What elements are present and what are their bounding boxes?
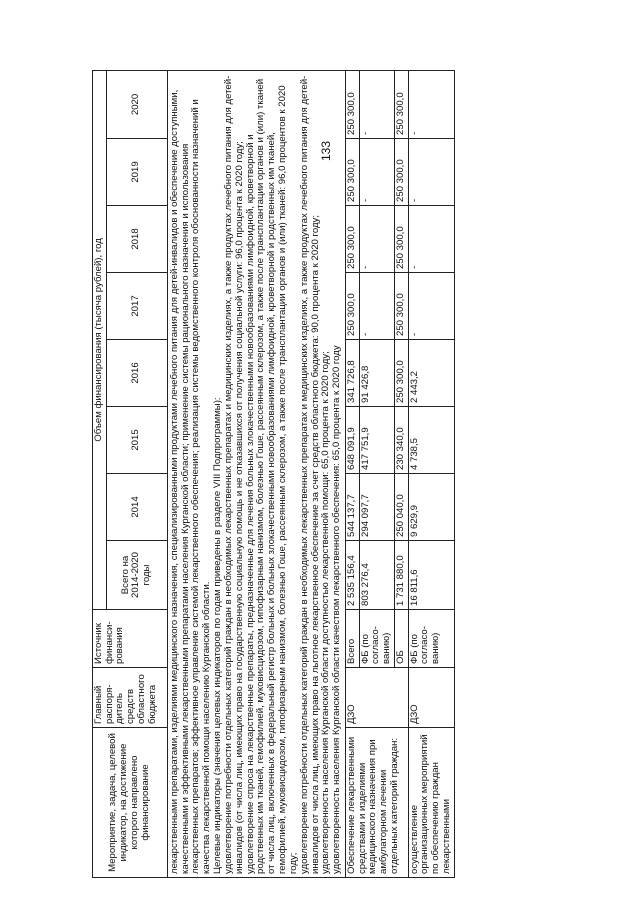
admin-cell: ДЗО xyxy=(408,668,454,728)
header-source: Источник финанси-рования xyxy=(93,610,168,668)
measure-cell: Обеспечение лекарственными средствами и изделиями медицинского назначения при амбулаторном лечении отдельных категорий граждан: xyxy=(345,728,408,878)
measure-cell: осуществление организационных мероприятий по обеспечению граждан лекарственными xyxy=(408,728,454,878)
value-cell: 250 300,0 xyxy=(394,340,408,407)
header-year-2015: 2015 xyxy=(106,407,167,474)
header-year-2017: 2017 xyxy=(106,273,167,340)
intro-text: удовлетворение спроса на лекарственные препараты, предназначенные для лечения больных злокачественными новообразованиями лимфоидной, кроветворной и родственных им тканей, гемофилией, муковисцидозом, гипофизарным нанизмом, болезнью Гоше, рассеянным склерозом, а также после трансплантации органов и (или) тканей от числа лиц, включенных в федеральный регистр больных и больных злокачественными новообразованиями лимфоидной, кроветворной и родственных им тканей, гемофилией, муковисцидозом, гипофизарным нанизмом, болезнью Гоше, рассеянным склерозом, а также после трансплантации органов и (или) тканей: 96,0 процентов к 2020 году; xyxy=(244,78,299,874)
value-cell: 250 300,0 xyxy=(394,273,408,340)
value-cell: 2 443,2 xyxy=(408,340,454,407)
source-cell: Всего xyxy=(345,610,359,668)
value-cell: 648 091,9 xyxy=(345,407,359,474)
intro-cell xyxy=(167,70,345,877)
value-cell: - xyxy=(408,273,454,340)
value-cell: 250 300,0 xyxy=(394,139,408,206)
header-total: Всего на 2014-2020 годы xyxy=(106,541,167,610)
total-cell: 1 731 880,0 xyxy=(394,541,408,610)
header-year-2019: 2019 xyxy=(106,139,167,206)
value-cell: 417 751,9 xyxy=(359,407,394,474)
rotated-sheet xyxy=(92,71,640,878)
value-cell: 91 426,8 xyxy=(359,340,394,407)
funding-table xyxy=(92,70,455,878)
value-cell: - xyxy=(359,206,394,273)
total-cell: 16 811,6 xyxy=(408,541,454,610)
admin-cell: ДЗО xyxy=(345,668,408,728)
value-cell: 250 300,0 xyxy=(345,273,359,340)
header-row-1 xyxy=(93,70,107,877)
table-row xyxy=(408,70,454,877)
table-row xyxy=(345,70,359,877)
header-measure: Мероприятие, задача, целевой индикатор, на достижение которого направлено финансирование xyxy=(93,728,168,878)
total-cell: 803 276,4 xyxy=(359,541,394,610)
value-cell: - xyxy=(359,139,394,206)
header-admin: Главный распоря-дитель средств областного бюджета xyxy=(93,668,168,728)
value-cell: 250 300,0 xyxy=(394,70,408,138)
value-cell: 9 629,9 xyxy=(408,474,454,541)
source-cell: ОБ xyxy=(394,610,408,668)
intro-text: удовлетворенность населения Курганской области качеством лекарственного обеспечения: 65,0 процента к 2020 году xyxy=(331,345,343,874)
header-year-2020: 2020 xyxy=(106,70,167,138)
intro-text: лекарственными препаратами, изделиями медицинского назначения, специализированными продуктами лечебного питания для детей-инвалидов и обеспечение доступными, качественными и эффективными лекарственными препаратами населения Курганской области; применение системы рационального назначения и использования лекарственных препаратов; эффективное управление системой лекарственного обеспечения; реализация системы ведомственного контроля обоснованности назначений и качества лекарственной помощи населению Курганской области. xyxy=(168,89,213,874)
header-year-2018: 2018 xyxy=(106,206,167,273)
value-cell: 250 040,0 xyxy=(394,474,408,541)
value-cell: - xyxy=(359,70,394,138)
value-cell: - xyxy=(359,273,394,340)
value-cell: - xyxy=(408,139,454,206)
intro-row xyxy=(167,70,345,877)
value-cell: 230 340,0 xyxy=(394,407,408,474)
value-cell: 250 300,0 xyxy=(345,206,359,273)
value-cell: 4 738,5 xyxy=(408,407,454,474)
intro-text: удовлетворенность населения Курганской области доступностью лекарственной помощи: 65,0 процента к 2020 году; xyxy=(320,351,332,874)
intro-text: Целевые индикаторы (значения целевых индикаторов по годам приведены в разделе VIII Подпрограммы): xyxy=(212,397,224,874)
header-year-2014: 2014 xyxy=(106,474,167,541)
value-cell: 341 726,8 xyxy=(345,340,359,407)
header-funding-group: Объем финансирования (тысяча рублей), год xyxy=(93,70,107,609)
source-cell: ФБ (по согласо-ванию) xyxy=(408,610,454,668)
intro-text: удовлетворение потребности отдельных категорий граждан в необходимых лекарственных препаратах и медицинских изделиях, а также продуктах лечебного питания для детей-инвалидов от числа лиц, имеющих право на льготное лекарственное обеспечение за счет средств областного бюджета: 90,0 процента к 2020 году; xyxy=(298,75,321,874)
value-cell: 250 300,0 xyxy=(394,206,408,273)
value-cell: 544 137,7 xyxy=(345,474,359,541)
value-cell: 294 097,7 xyxy=(359,474,394,541)
value-cell: - xyxy=(408,206,454,273)
value-cell: 250 300,0 xyxy=(345,70,359,138)
intro-text: удовлетворение потребности отдельных категорий граждан в необходимых лекарственных препаратах и медицинских изделиях, а также продуктах лечебного питания для детей-инвалидов (от числа лиц, имеющих право на государственную социальную помощь и не отказавшихся от получения социальной услуги: 96,0 процента к 2020 году; xyxy=(222,75,245,874)
value-cell: 250 300,0 xyxy=(345,139,359,206)
source-cell: ФБ (по согласо-ванию) xyxy=(359,610,394,668)
page-number: 133 xyxy=(319,140,334,162)
value-cell: - xyxy=(408,70,454,138)
total-cell: 2 535 156,4 xyxy=(345,541,359,610)
header-year-2016: 2016 xyxy=(106,340,167,407)
